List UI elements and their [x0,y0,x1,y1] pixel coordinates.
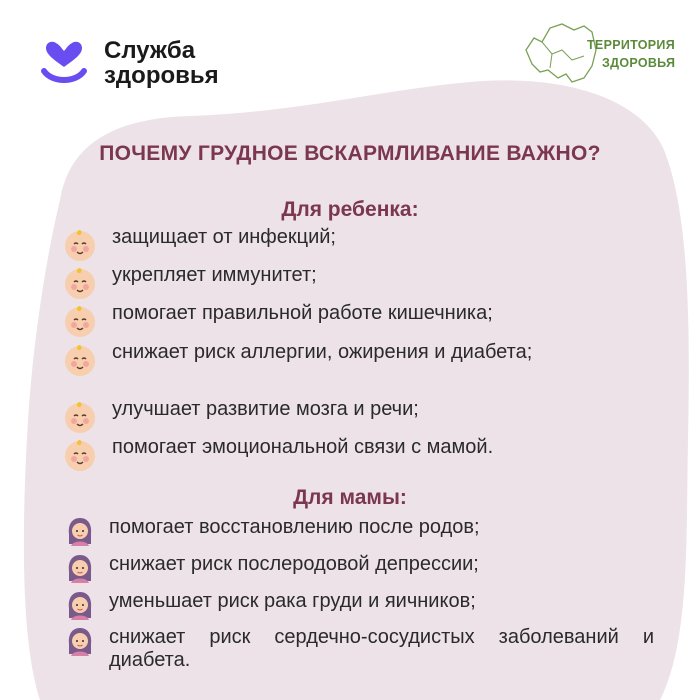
baby-face-icon [62,341,98,377]
benefit-text: помогает эмоциональной связи с мамой. [112,436,494,458]
benefit-text: снижает риск сердечно-сосудистых заболеваний и диабета. [109,626,654,671]
territoriya-zdorovya-logo [522,20,676,90]
heart-smile-icon [38,39,90,87]
benefit-text: снижает риск аллергии, ожирения и диабета; [112,341,533,363]
list-item [62,626,662,672]
baby-face-icon [62,436,98,472]
map-outline-icon [522,20,672,90]
logo-line-1: Служба [104,37,196,64]
benefit-text: снижает риск послеродовой депрессии; [109,553,479,575]
benefit-text: помогает правильной работе кишечника; [112,302,493,324]
list-item [62,264,662,300]
woman-face-icon [65,626,95,658]
list-item [62,553,662,585]
sluzhba-zdorovya-logo [38,38,219,88]
logo-line-2: здоровья [104,62,219,89]
baby-face-icon [62,264,98,300]
list-item [62,516,662,548]
list-item [62,590,662,622]
logo-line-territoriya: ТЕРРИТОРИЯ [587,38,675,52]
benefit-text: улучшает развитие мозга и речи; [112,398,419,420]
list-item [62,302,662,338]
woman-face-icon [65,590,95,622]
logo-line-zdorovya: ЗДОРОВЬЯ [602,56,676,70]
list-item [62,436,662,472]
benefit-text: помогает восстановлению после родов; [109,516,480,538]
section-title-mother: Для мамы: [293,486,407,509]
benefit-text: уменьшает риск рака груди и яичников; [109,590,476,612]
woman-face-icon [65,516,95,548]
benefit-text: защищает от инфекций; [112,226,336,248]
baby-face-icon [62,302,98,338]
baby-face-icon [62,226,98,262]
section-title-child: Для ребенка: [281,198,419,221]
baby-face-icon [62,398,98,434]
page-title: ПОЧЕМУ ГРУДНОЕ ВСКАРМЛИВАНИЕ ВАЖНО? [99,142,601,165]
list-item [62,226,662,262]
list-item [62,341,662,377]
benefit-text: укрепляет иммунитет; [112,264,317,286]
list-item [62,398,662,434]
woman-face-icon [65,553,95,585]
